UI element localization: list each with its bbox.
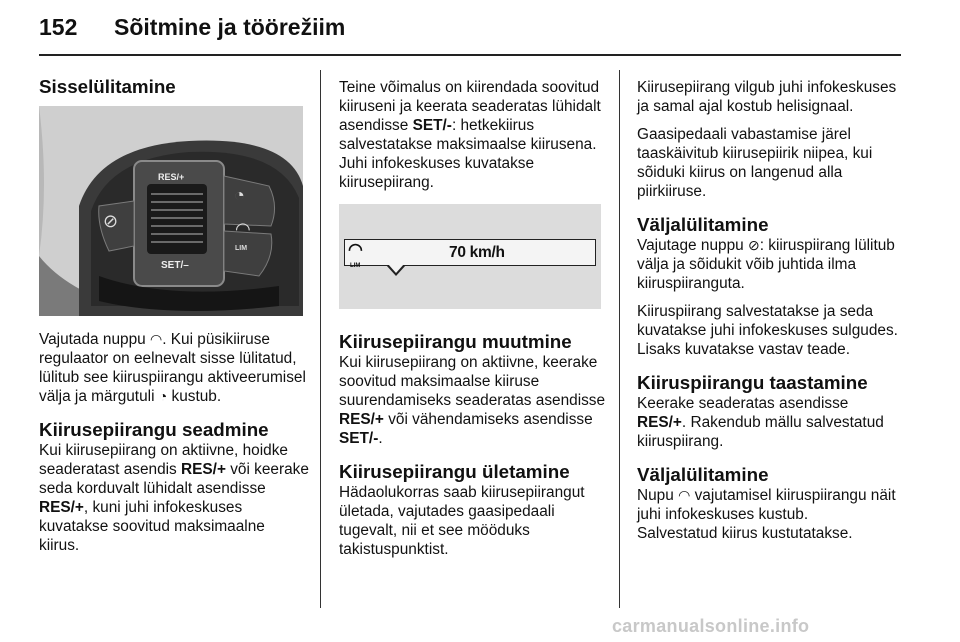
paragraph-change-limit: Kui kiirusepiirang on aktiivne, keerake soovitud maksimaalse kiiruse suurendamiseks seaderatas asendisse RES/+ või vähendamiseks asendisse SET/-. — [339, 354, 606, 447]
paragraph-speed-erased: Salvestatud kiirus kustutatakse. — [637, 525, 853, 542]
lim-display-label: LIM — [350, 263, 361, 269]
watermark: carmanualsonline.info — [612, 616, 810, 636]
speed-limiter-icon: ◠ — [149, 331, 163, 347]
paragraph-other-option: Teine võimalus on kiirendada soovitud kiiruseni ja keerata seaderatas lühidalt asendisse SET/-: hetkekiirus salvestatakse maksimaalse kiirusena. Juhi infokeskuses kuvatakse kiirusepiirang. — [339, 79, 601, 191]
paragraph-switch-on: Vajutada nuppu ◠. Kui püsikiiruse regulaator on eelnevalt sisse lülitatud, lülitub see kiiruspiirangu aktiveerumisel välja ja märgutuli ◔ kustub. — [39, 331, 306, 405]
paragraph-saved-limit: Kiiruspiirang salvestatakse ja seda kuvatakse juhi infokeskuses sulgudes. Lisaks kuvatakse vastav teade. — [637, 303, 898, 358]
heading-set-limit: Kiirusepiirangu seadmine — [39, 419, 269, 440]
heading-restore-limit: Kiiruspiirangu taastamine — [637, 372, 868, 393]
paragraph-warning-signal: Kiirusepiirang vilgub juhi infokeskuses ja samal ajal kostub helisignaal. — [637, 79, 897, 115]
heading-change-limit: Kiirusepiirangu muutmine — [339, 331, 572, 352]
paragraph-restart: Gaasipedaali vabastamise järel taaskäivitub kiirusepiirik niipea, kui sõiduki kiirus on langenud alla piirkiiruse. — [637, 126, 873, 200]
column-divider-2 — [619, 70, 620, 608]
paragraph-restore-limit: Keerake seaderatas asendisse RES/+. Rakendub mällu salvestatud kiiruspiirang. — [637, 395, 884, 450]
heading-switch-on: Sisselülitamine — [39, 76, 176, 97]
driver-info-display-illustration — [339, 204, 601, 309]
cruise-control-icon: ◔ — [234, 185, 245, 205]
limit-speed-readout: 70 km/h — [449, 244, 505, 261]
paragraph-switch-off-2: Nupu ◠ vajutamisel kiiruspiirangu näit juhi infokeskuses kustub. — [637, 487, 896, 523]
paragraph-exceed-limit: Hädaolukorras saab kiirusepiirangut ületada, vajutades gaasipedaali tugevalt, nii et see mööduks takistuspunktist. — [339, 484, 585, 558]
cancel-icon: ⊘ — [747, 237, 760, 253]
column-2 — [339, 78, 609, 568]
display-panel — [344, 239, 596, 269]
heading-exceed-limit: Kiirusepiirangu ületamine — [339, 461, 570, 482]
set-minus-photo-label: SET/– — [161, 260, 189, 271]
speed-limiter-icon: ◠ — [678, 487, 691, 503]
lim-photo-label: LIM — [235, 245, 248, 252]
column-divider-1 — [320, 70, 321, 608]
chapter-title: Sõitmine ja töörežiim — [114, 14, 346, 40]
cancel-icon: ⊘ — [103, 211, 119, 231]
steering-wheel-controls-photo — [39, 106, 303, 316]
cruise-control-icon: ◔ — [158, 388, 168, 404]
paragraph-set-limit: Kui kiirusepiirang on aktiivne, hoidke seaderatast asendis RES/+ või keerake seda korduvalt lühidalt asendisse RES/+, kuni juhi infokeskuses kuvatakse soovitud maksimaalne kiirus. — [39, 442, 309, 554]
column-1 — [39, 66, 309, 564]
column-3 — [637, 78, 901, 552]
page-number: 152 — [39, 14, 78, 40]
header-rule — [39, 54, 901, 56]
speed-limiter-icon: ◠ — [348, 240, 363, 259]
speed-limiter-icon: ◠ — [235, 219, 251, 239]
heading-switch-off: Väljalülitamine — [637, 214, 769, 235]
paragraph-switch-off: Vajutage nuppu ⊘: kiiruspiirang lülitub välja ja sõidukit võib juhtida ilma kiiruspiiranguta. — [637, 237, 895, 292]
res-plus-photo-label: RES/+ — [158, 172, 185, 182]
heading-switch-off-2: Väljalülitamine — [637, 464, 769, 485]
